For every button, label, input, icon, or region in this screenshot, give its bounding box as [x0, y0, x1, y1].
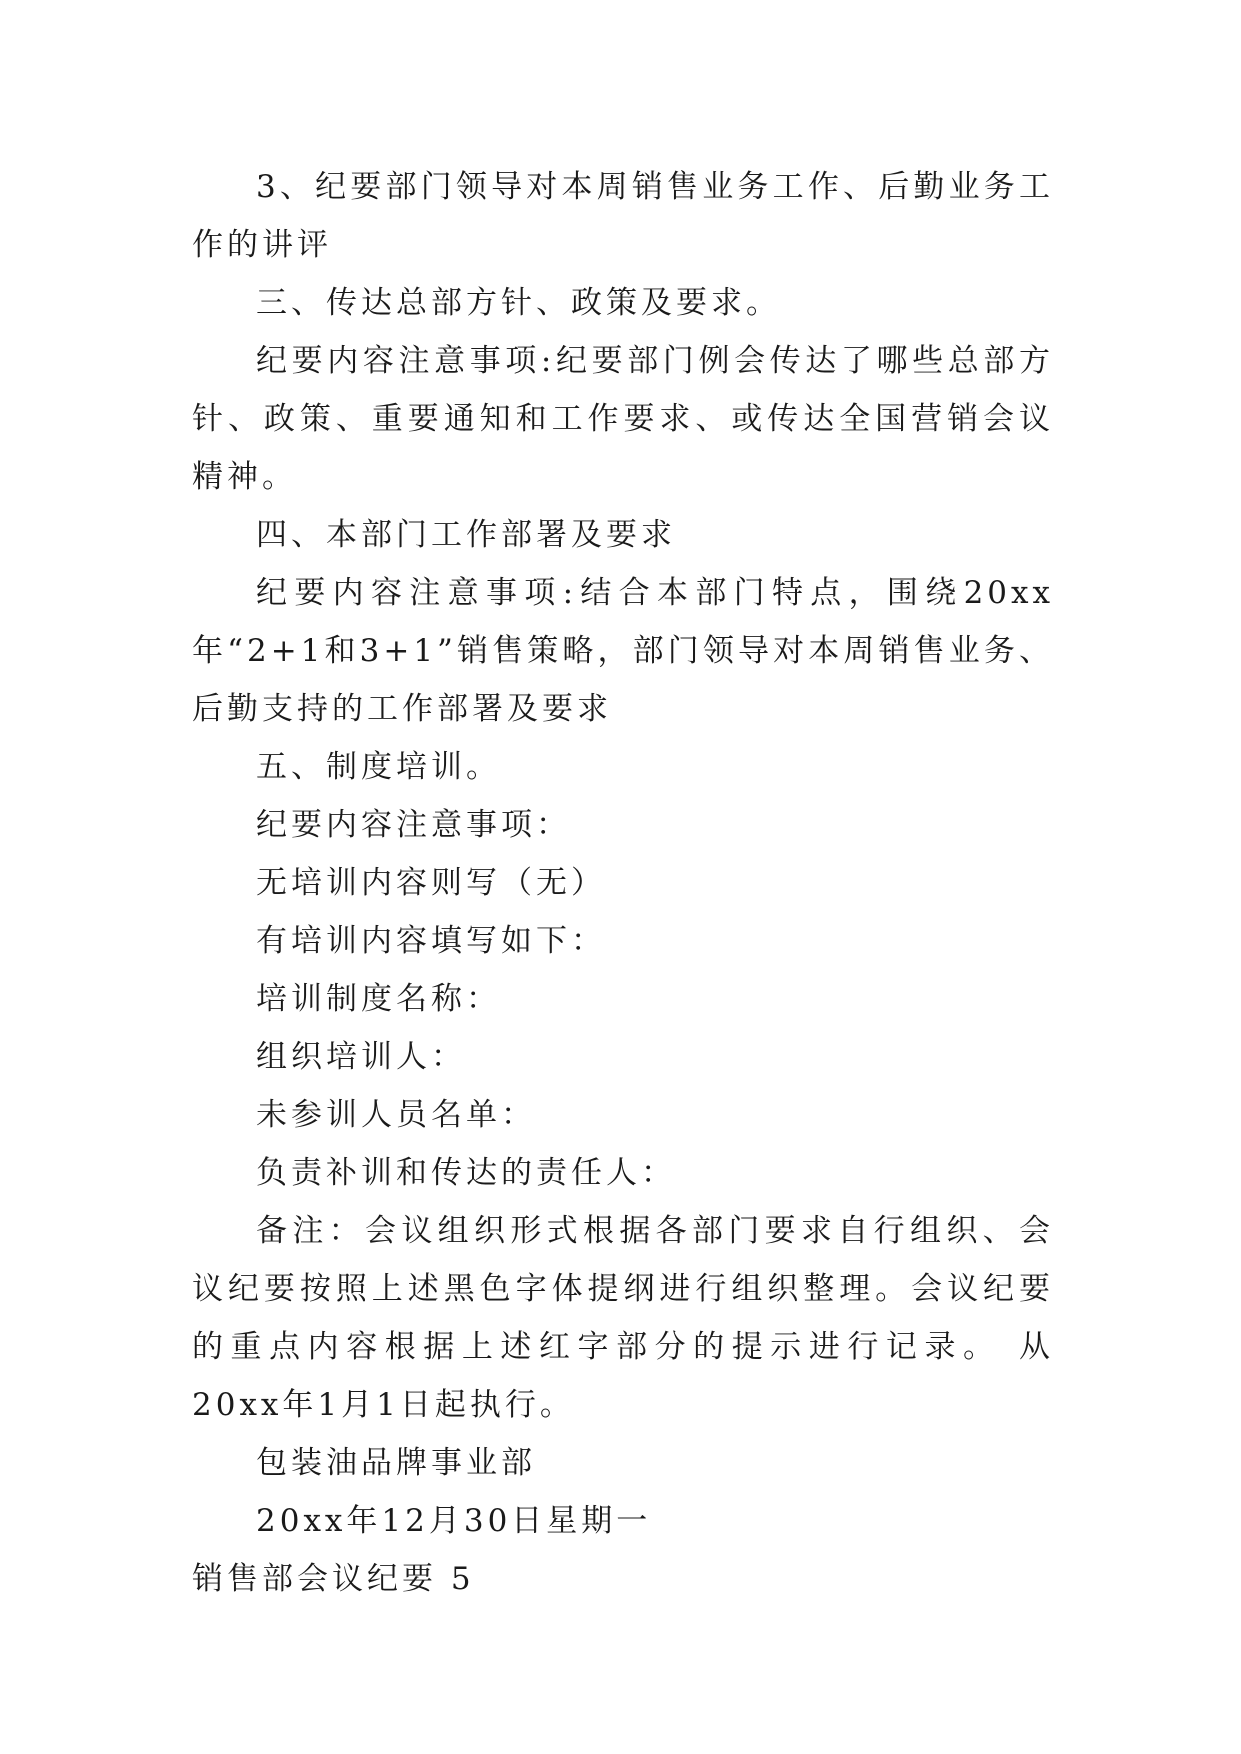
next-section-title: 销售部会议纪要 5: [192, 1561, 475, 1597]
no-training-line: 无培训内容则写（无）: [256, 865, 606, 901]
note-paragraph-4: 纪要内容注意事项:结合本部门特点，围绕20xx年“2+1和3+1”销售策略，部门领导对本周销售业务、后勤支持的工作部署及要求: [192, 575, 1054, 727]
absentees-field: 未参训人员名单：: [256, 1097, 536, 1133]
training-fill-line: 有培训内容填写如下：: [256, 923, 606, 959]
section-heading-3: 三、传达总部方针、政策及要求。: [256, 285, 781, 321]
document-date: 20xx年12月30日星期一: [256, 1503, 652, 1539]
department-signature: 包装油品牌事业部: [256, 1445, 536, 1481]
paragraph-item-3-review: 3、纪要部门领导对本周销售业务工作、后勤业务工作的讲评: [192, 169, 1054, 263]
responsible-person-field: 负责补训和传达的责任人：: [256, 1155, 676, 1191]
document-body: [192, 158, 1054, 1608]
section-heading-4: 四、本部门工作部署及要求: [256, 517, 676, 553]
trainer-field: 组织培训人：: [256, 1039, 466, 1075]
section-heading-5: 五、制度培训。: [256, 749, 501, 785]
note-paragraph-3: 纪要内容注意事项:纪要部门例会传达了哪些总部方针、政策、重要通知和工作要求、或传达全国营销会议精神。: [192, 343, 1054, 495]
remarks-paragraph: 备注：会议组织形式根据各部门要求自行组织、会议纪要按照上述黑色字体提纲进行组织整理。会议纪要的重点内容根据上述红字部分的提示进行记录。 从20xx年1月1日起执行。: [192, 1213, 1054, 1423]
note-label-5: 纪要内容注意事项：: [256, 807, 571, 843]
training-name-field: 培训制度名称：: [256, 981, 501, 1017]
